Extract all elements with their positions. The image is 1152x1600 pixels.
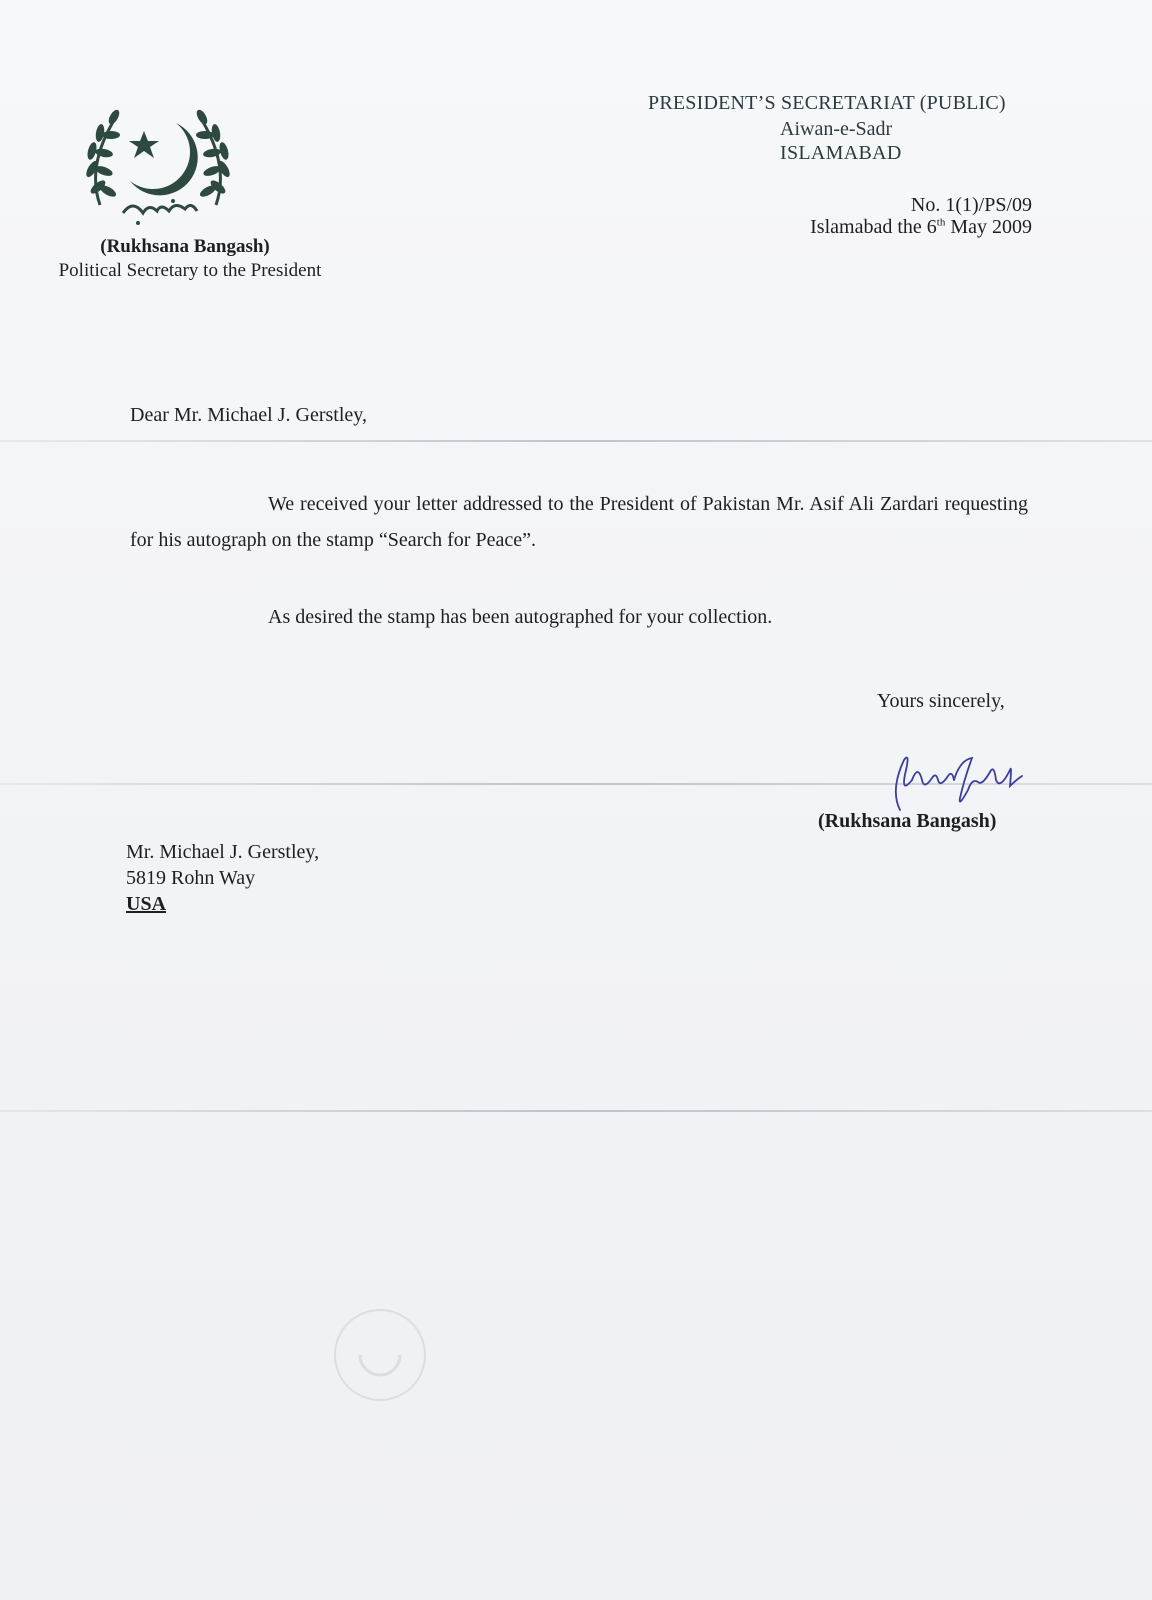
sender-name: (Rukhsana Bangash) (100, 236, 270, 257)
reference-number: No. 1(1)/PS/09 (910, 194, 1032, 216)
office-address-line2: ISLAMABAD (780, 142, 902, 164)
pakistan-crescent-star-emblem-icon (78, 95, 238, 230)
closing: Yours sincerely, (877, 690, 1005, 712)
fold-line-lower (0, 1110, 1152, 1112)
office-address-line1: Aiwan-e-Sadr (780, 118, 893, 140)
body-paragraph-2: As desired the stamp has been autographed for your collection. (268, 606, 773, 628)
date-prefix: Islamabad the 6 (810, 216, 937, 238)
recipient-name: Mr. Michael J. Gerstley, (126, 841, 320, 863)
recipient-street: 5819 Rohn Way (126, 867, 256, 889)
signer-name: (Rukhsana Bangash) (818, 810, 997, 832)
sender-title: Political Secretary to the President (58, 260, 322, 281)
recipient-country: USA (126, 893, 167, 915)
date-rest: May 2009 (945, 216, 1032, 238)
body-paragraph-1: We received your letter addressed to the President of Pakistan Mr. Asif Ali Zardari requesting for his autograph on the stamp “Search for Peace”. (130, 493, 1028, 551)
salutation: Dear Mr. Michael J. Gerstley, (130, 404, 367, 426)
date-ordinal-suffix: th (936, 216, 946, 229)
bleed-through-emblem-icon (320, 1300, 440, 1410)
fold-line-upper (0, 440, 1152, 442)
office-name: PRESIDENT’S SECRETARIAT (PUBLIC) (648, 92, 1006, 114)
letter-date (810, 216, 1032, 239)
